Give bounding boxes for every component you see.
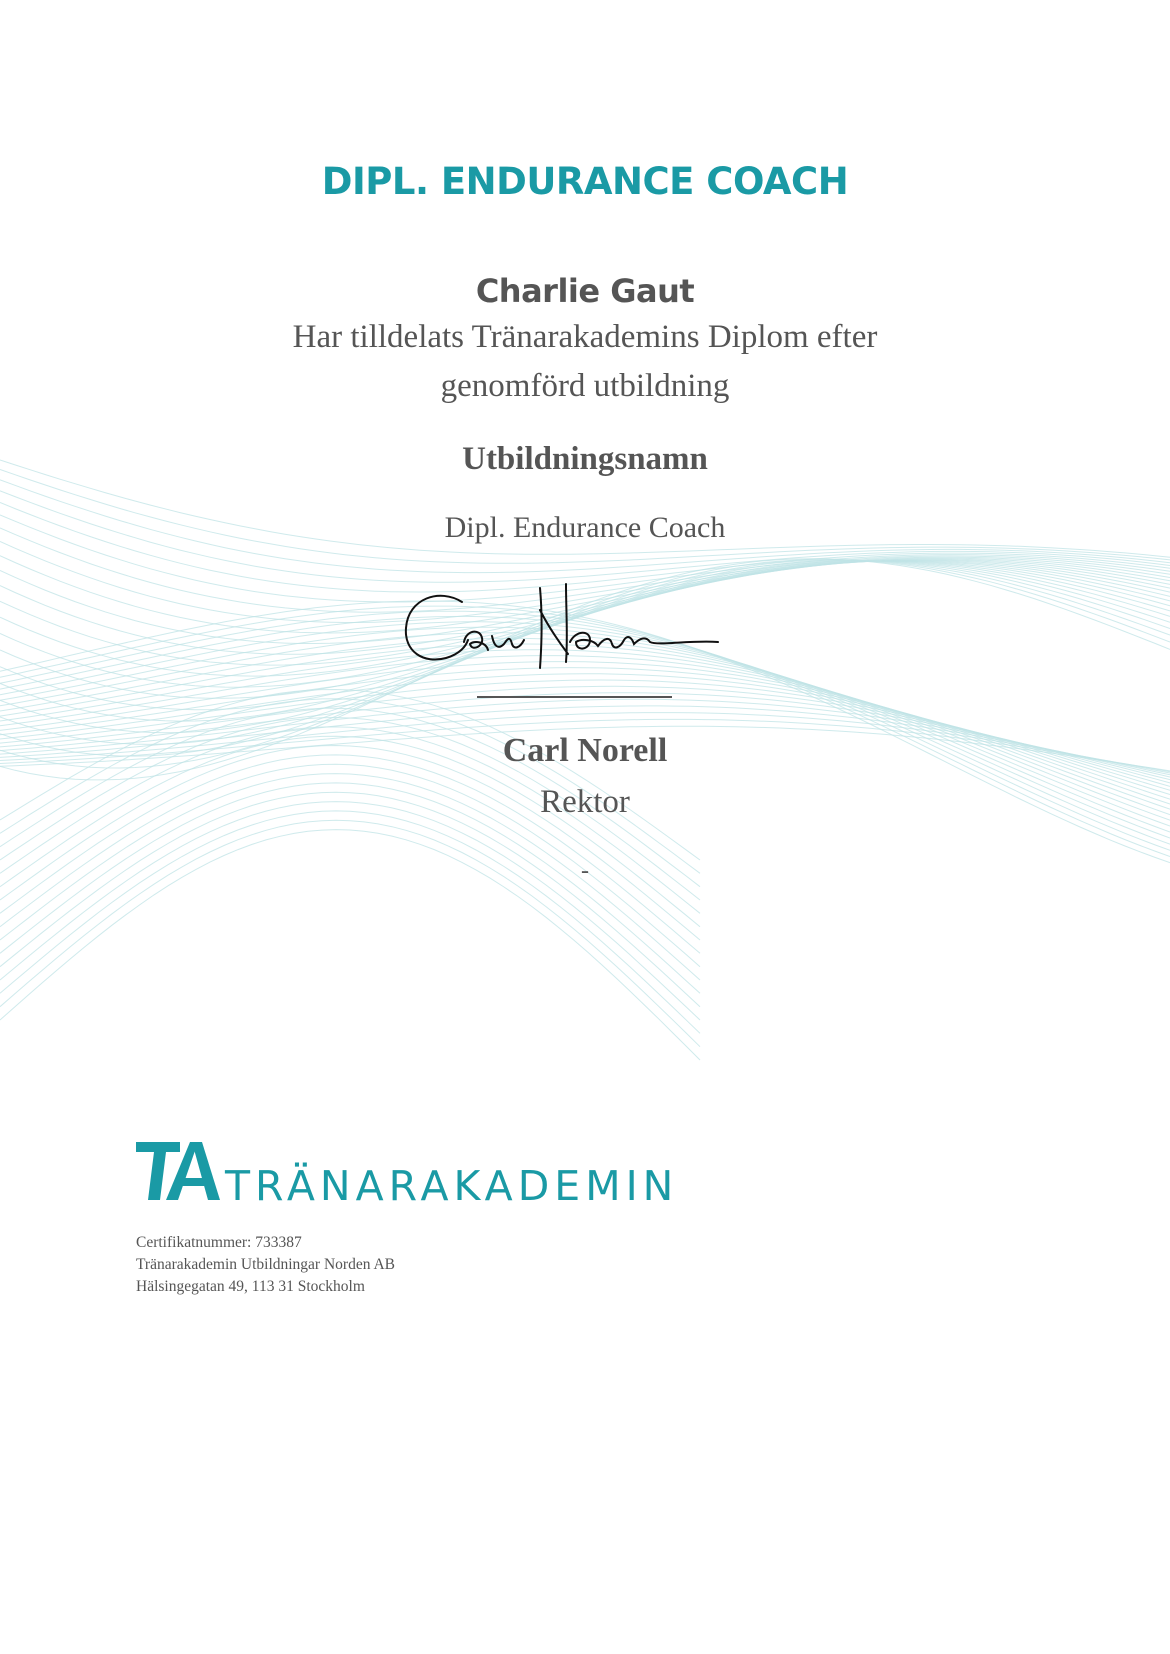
certificate-title: DIPL. ENDURANCE COACH — [321, 160, 849, 203]
wave-line — [0, 802, 700, 1020]
award-line-2: genomförd utbildning — [440, 368, 730, 404]
wave-line — [0, 792, 700, 1007]
certificate-number: Certifikatnummer: 733387 — [136, 1234, 302, 1251]
wave-line — [0, 811, 700, 1033]
wave-line — [0, 690, 700, 861]
wave-line — [0, 820, 700, 1046]
course-heading: Utbildningsnamn — [462, 441, 708, 477]
recipient-name: Charlie Gaut — [475, 272, 695, 310]
signer-name: Carl Norell — [502, 732, 668, 769]
signature-line — [477, 696, 672, 698]
company-name: Tränarakademin Utbildningar Norden AB — [136, 1256, 396, 1273]
company-address: Hälsingegatan 49, 113 31 Stockholm — [136, 1278, 365, 1295]
award-statement — [0, 313, 1170, 411]
signer-role: Rektor — [540, 784, 630, 820]
separator-dash: - — [581, 858, 589, 884]
wave-line — [0, 746, 700, 941]
ta-monogram-icon — [136, 1142, 220, 1200]
signature-image — [400, 580, 760, 690]
logo-wordmark: TRÄNARAKADEMIN — [225, 1162, 679, 1210]
course-name: Dipl. Endurance Coach — [444, 511, 726, 544]
award-line-1: Har tilldelats Tränarakademins Diplom efter — [292, 319, 878, 355]
